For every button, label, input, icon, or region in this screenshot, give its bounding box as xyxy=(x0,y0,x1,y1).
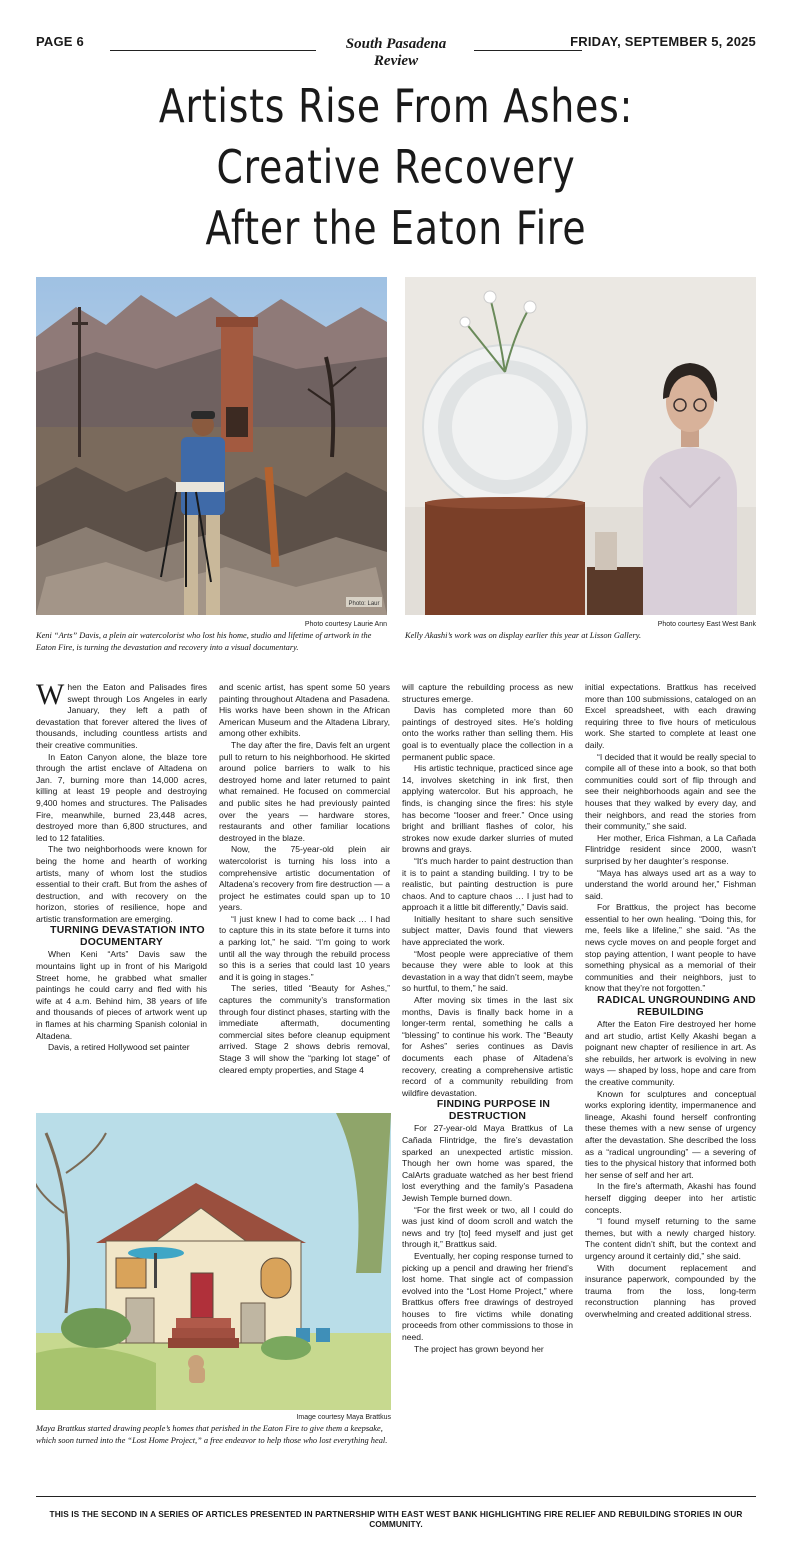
header-rule-left xyxy=(110,50,316,51)
paragraph: “For the first week or two, all I could do was just kind of doom scroll and watch the news and try [to] feed myself and just get through it,” Brattkus said. xyxy=(402,1204,573,1250)
paragraph: The day after the fire, Davis felt an urgent pull to return to his neighborhood. He skirted around police barriers to walk to his destroyed home and later returned to paint what remained. He focused on commercial and public sites he had previously painted over the years — hardware stores, restaurants and other familiar locations destroyed in the blaze. xyxy=(219,739,390,843)
subhead-turning-devastation: TURNING DEVASTATION INTO DOCUMENTARY xyxy=(50,925,205,949)
paragraph: Davis, a retired Hollywood set painter xyxy=(48,1042,190,1053)
brattkus-illustration-caption: Maya Brattkus started drawing people’s homes that perished in the Eaton Fire to give them a keepsake, which soon turned into the “Lost Home Project,” a free endeavor to help those who lost everything heal. xyxy=(36,1424,388,1445)
paragraph: “I found myself returning to the same themes, but with a newly charged history. The content didn’t shift, but the context and urgency around it certainly did,” she said. xyxy=(585,1216,756,1261)
paragraph: Eventually, her coping response turned to picking up a pencil and drawing her friend’s lost home. That single act of compassion evolved into the “Lost Home Project,” where Brattkus offers free drawings of destroyed houses to fire victims while donating proceeds from other commissions to those in need. xyxy=(402,1250,573,1343)
article-column-4 xyxy=(585,682,756,1320)
paragraph: “I just knew I had to come back … I had to capture this in its state before it turns into a parking lot,” he said. “I’m going to work until all the way through the rebuild process so this is a series that could last 10 years and it is going in stages.” xyxy=(219,913,390,982)
footer-rule xyxy=(36,1496,756,1497)
paragraph: For 27-year-old Maya Brattkus of La Cañada Flintridge, the fire’s devastation sparked an unexpected artistic mission. Though her own home was spared, the CalArts graduate watched as her best friend lost everything and the family’s Pasadena Jewish Temple burned down. xyxy=(402,1123,573,1203)
paragraph: After the Eaton Fire destroyed her home and art studio, artist Kelly Akashi began a poignant new chapter of resilience in art. As she rebuilds, her artwork is evolving in new ways — shaped by loss, hope and care from the creative community. xyxy=(585,1019,756,1087)
headline xyxy=(101,76,691,259)
paragraph: With document replacement and insurance paperwork, compounded by the trauma from the loss, long-term reconstruction planning has proved overwhelming and created additional stress. xyxy=(585,1262,756,1319)
paragraph: Initially hesitant to share such sensitive subject matter, Davis found that viewers have appreciated the work. xyxy=(402,913,573,948)
davis-photo-caption: Keni “Arts” Davis, a plein air watercolorist who lost his home, studio and lifetime of artwork in the Eaton Fire, is turning the devastation and recovery into a visual documentary. xyxy=(36,631,372,652)
page-number: PAGE 6 xyxy=(36,34,84,49)
drop-cap: W xyxy=(36,678,65,711)
issue-date: FRIDAY, SEPTEMBER 5, 2025 xyxy=(570,34,756,49)
header-rule-right xyxy=(474,50,582,51)
paragraph: In the fire’s aftermath, Akashi has found herself digging deeper into her artistic concepts. xyxy=(585,1181,756,1215)
paragraph: “Most people were appreciative of them because they were able to look at this devastation in a way that didn’t seem, maybe so hurtful, to them,” he said. xyxy=(402,948,573,994)
paragraph: Known for sculptures and conceptual works exploring identity, impermanence and lineage, Akashi found herself confronting these themes with a new sense of urgency after the devastation. She described the loss as a “radical ungrounding” — a severing of ties to the physical history that informed both her sense of self and her art. xyxy=(585,1088,756,1180)
paragraph: Now, the 75-year-old plein air watercolorist is turning his loss into a comprehensive artistic documentation of Altadena’s recovery from fire destruction — a project he estimates could span up to 10 years. xyxy=(219,844,390,913)
series-footer: THIS IS THE SECOND IN A SERIES OF ARTICLES PRESENTED IN PARTNERSHIP WITH EAST WEST BANK HIGHLIGHTING FIRE RELIEF AND REBUILDING STORIES IN OUR COMMUNITY. xyxy=(49,1509,743,1529)
akashi-photo-caption: Kelly Akashi’s work was on display earlier this year at Lisson Gallery. xyxy=(405,631,642,640)
paragraph: initial expectations. Brattkus has received more than 100 submissions, cataloged on an Excel spreadsheet, with each drawing requiring three to five hours of meticulous work. She started to complete at least one daily. xyxy=(585,682,756,750)
paragraph: and scenic artist, has spent some 50 years painting throughout Altadena and Pasadena. His works have been shown in the African American Museum and the Altadena Library, among other exhibits. xyxy=(219,682,390,739)
paragraph: The project has grown beyond her xyxy=(414,1343,544,1354)
paragraph: For Brattkus, the project has become essential to her own healing. “Doing this, for me, feels like a lifeline,” she said. “As the news cycle moves on and people forget and stop paying attention, I want people to have something physical as a memorial of their communities and their neighbors, just to know that they’re not forgotten.” xyxy=(585,902,756,994)
subhead-finding-purpose: FINDING PURPOSE IN DESTRUCTION xyxy=(436,1099,551,1123)
paragraph: “It’s much harder to paint destruction than it is to paint a standing building. I try to be realistic, but painting destruction is pure chaos. And to capture chaos … I just had to approach it a little bit differently,” Davis said. xyxy=(402,855,573,913)
paragraph: hen the Eaton and Palisades fires swept through Los Angeles in early January, they left a path of devastation that forever altered the lives of thousands, including countless artists and their creative communities. xyxy=(36,682,207,750)
akashi-photo-credit: Photo courtesy East West Bank xyxy=(657,621,756,628)
paragraph: will capture the rebuilding process as new structures emerge. xyxy=(402,682,573,704)
headline-line-2: Creative Recovery xyxy=(216,140,576,194)
paragraph: When Keni “Arts” Davis saw the mountains light up in front of his Marigold Street home, he grabbed what smaller paintings he could carry and fled with his wife at 4 a.m. Behind him, 38 years of life and thousands of pieces of artwork went up in flames at his charming Spanish colonial in Altadena. xyxy=(36,949,207,1041)
paragraph: His artistic technique, practiced since age 14, involves sketching in ink first, then applying watercolor. But his approach, he finds, is changing since the fires: his style has become “looser and freer.” Once using bright and brilliant flashes of color, his strokes now exude darker slurries of muted browns and grays. xyxy=(402,763,573,855)
masthead: South Pasadena Review xyxy=(345,36,447,69)
brattkus-illustration xyxy=(36,1113,391,1410)
brattkus-illustration-credit: Image courtesy Maya Brattkus xyxy=(296,1414,391,1421)
paragraph: The series, titled “Beauty for Ashes,” captures the community’s transformation through four distinct phases, starting with the immediate aftermath, documenting commercial sites before cleanup equipment arrived. Stage 2 shows debris removal, Stage 3 will show the “parking lot stage” of cleared empty properties, and Stage 4 xyxy=(219,983,390,1075)
paragraph: Her mother, Erica Fishman, a La Cañada Flintridge resident since 2000, wasn’t surprised by her daughter’s response. xyxy=(585,832,756,866)
subhead-radical-ungrounding: RADICAL UNGROUNDING AND REBUILDING xyxy=(597,995,756,1019)
paragraph: In Eaton Canyon alone, the blaze tore through the artist enclave of Altadena on Jan. 7, burning more than 14,000 acres, killing at least 19 people and destroying 9,400 homes and structures. The Palisades Fire, meanwhile, burned 23,448 acres, destroyed more than 6,800 structures, and led to 12 fatalities. xyxy=(36,751,207,843)
article-column-3 xyxy=(402,682,573,1355)
paragraph: “Maya has always used art as a way to understand the world around her,” Fishman said. xyxy=(585,867,756,901)
headline-line-1: Artists Rise From Ashes: xyxy=(158,79,634,133)
photo-watermark: Photo: Laur xyxy=(348,601,380,607)
paragraph: “I decided that it would be really special to compile all of these into a book, so that both communities could sort of flip through and see their neighborhoods again and see the houses that they walked by every day, and their neighbors, and read the stories from their community,” she said. xyxy=(585,751,756,832)
paragraph: The two neighborhoods were known for being the home and hearth of working artists, many of whom lost the studios essential to their craft. But from the ashes of destruction, and with recovery on the horizon, stories of resilience, hope and artistic transformation are emerging. xyxy=(36,844,207,924)
akashi-photo xyxy=(405,277,756,615)
paragraph: After moving six times in the last six months, Davis is finally back home in a longer-term rental, something he calls a “blessing” to continue his work. The “Beauty for Ashes” series continues as Davis documents each phase of Altadena’s recovery, creating a comprehensive artistic record of a community rebuilding from wildfire devastation. xyxy=(402,995,573,1098)
davis-photo xyxy=(36,277,387,615)
davis-photo-credit: Photo courtesy Laurie Ann xyxy=(304,621,387,628)
headline-line-3: After the Eaton Fire xyxy=(205,201,587,255)
article-column-2 xyxy=(219,682,390,1076)
article-column-1 xyxy=(36,678,207,1054)
paragraph: Davis has completed more than 60 paintings of destroyed sites. He’s holding onto the works rather than selling them. His goal is to eventually place the collection in a permanent public space. xyxy=(402,705,573,762)
